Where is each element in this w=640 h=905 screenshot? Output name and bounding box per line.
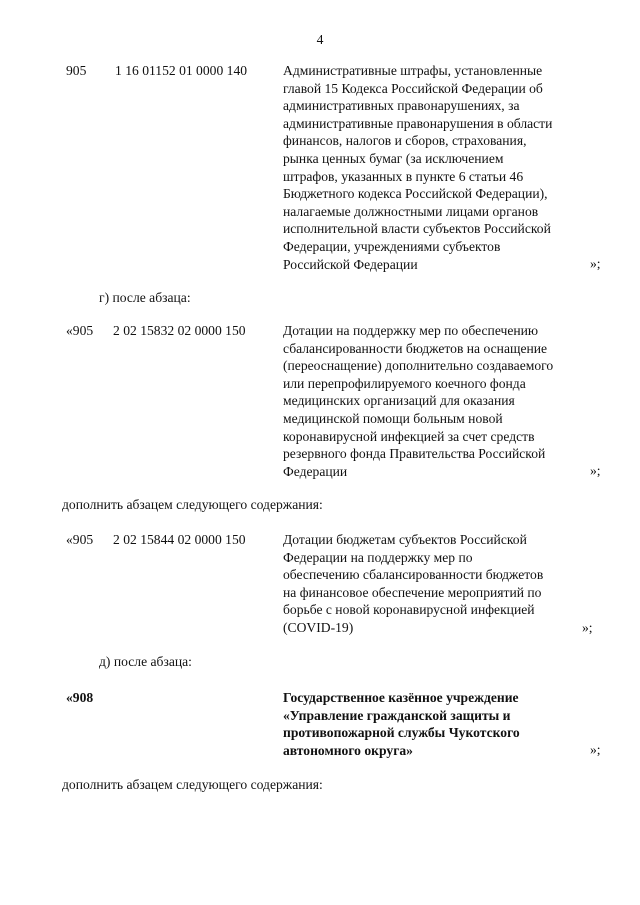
- description-line: или перепрофилируемого коечного фонда: [283, 375, 526, 391]
- description-line: штрафов, указанных в пункте 6 статьи 46: [283, 168, 524, 184]
- description-line: Российской Федерации: [283, 256, 418, 272]
- description-line: Бюджетного кодекса Российской Федерации),: [283, 186, 548, 202]
- admin-code: «908: [66, 690, 94, 705]
- description-line: (переоснащение) дополнительно создаваемого: [283, 358, 554, 374]
- description-line: Федерации: [283, 463, 348, 479]
- description-line: исполнительной власти субъектов Российской: [283, 221, 551, 237]
- description-line: рынка ценных бумаг (за исключением: [283, 150, 504, 166]
- description-line: административные правонарушения в области: [283, 115, 553, 131]
- budget-code: 2 02 15844 02 0000 150: [113, 532, 246, 547]
- page-number: 4: [316, 32, 324, 47]
- budget-code: 1 16 01152 01 0000 140: [115, 63, 248, 78]
- description-line: противопожарной службы Чукотского: [283, 725, 520, 741]
- entry-description: [283, 689, 583, 759]
- description-line: на финансовое обеспечение мероприятий по: [283, 584, 542, 600]
- description-line: Государственное казённое учреждение: [283, 690, 519, 705]
- entry-description: [283, 62, 583, 273]
- description-line: Федерации на поддержку мер по: [283, 549, 473, 565]
- description-line: Дотации бюджетам субъектов Российской: [283, 532, 527, 547]
- description-line: резервного фонда Правительства Российской: [283, 446, 546, 462]
- admin-code: «905: [66, 323, 94, 338]
- budget-code: 2 02 15832 02 0000 150: [113, 323, 246, 338]
- admin-code: «905: [66, 532, 94, 547]
- description-line: налагаемые должностными лицами органов: [283, 203, 539, 219]
- description-line: (COVID-19): [283, 619, 354, 635]
- closing-quote: »;: [590, 742, 601, 757]
- description-line: административных правонарушениях, за: [283, 98, 520, 114]
- description-line: коронавирусной инфекцией за счет средств: [283, 428, 535, 444]
- description-line: главой 15 Кодекса Российской Федерации об: [283, 80, 543, 96]
- closing-quote: »;: [590, 463, 601, 478]
- description-line: медицинских организаций для оказания: [283, 393, 515, 409]
- paragraph-label: д) после абзаца:: [99, 654, 192, 669]
- description-line: финансов, налогов и сборов, страхования,: [283, 133, 527, 149]
- description-line: обеспечению сбалансированности бюджетов: [283, 567, 544, 583]
- description-line: автономного округа»: [283, 742, 413, 758]
- paragraph-label: г) после абзаца:: [99, 290, 191, 305]
- description-line: Административные штрафы, установленные: [283, 63, 543, 78]
- description-line: медицинской помощи больным новой: [283, 410, 503, 426]
- description-line: Федерации, учреждениями субъектов: [283, 238, 501, 254]
- description-line: сбалансированности бюджетов на оснащение: [283, 340, 548, 356]
- description-line: Дотации на поддержку мер по обеспечению: [283, 323, 539, 338]
- closing-quote: »;: [590, 256, 601, 271]
- closing-quote: »;: [582, 620, 593, 635]
- entry-description: [283, 322, 583, 480]
- description-line: «Управление гражданской защиты и: [283, 707, 511, 723]
- paragraph-label: дополнить абзацем следующего содержания:: [62, 777, 323, 792]
- description-line: борьбе с новой коронавирусной инфекцией: [283, 602, 535, 618]
- admin-code: 905: [66, 63, 87, 78]
- paragraph-label: дополнить абзацем следующего содержания:: [62, 497, 323, 512]
- entry-description: [283, 531, 583, 637]
